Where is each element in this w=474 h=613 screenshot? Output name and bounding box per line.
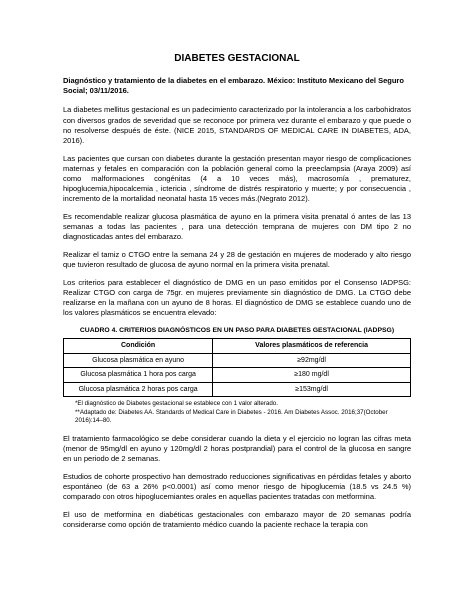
table-cell-value: ≥92mg/dl bbox=[213, 353, 411, 367]
table-cell-condition: Glucosa plasmática 2 horas pos carga bbox=[64, 382, 213, 396]
table-row bbox=[64, 382, 411, 396]
table-caption: CUADRO 4. CRITERIOS DIAGNÓSTICOS EN UN PASO PARA DIABETES GESTACIONAL (IADPSG) bbox=[79, 327, 395, 335]
paragraph: El uso de metformina en diabéticas gestacionales con embarazo mayor de 20 semanas podría considerarse como opción de tratamiento médico cuando la paciente rechace la terapia con bbox=[63, 510, 411, 530]
table-header-cell: Valores plasmáticos de referencia bbox=[213, 339, 411, 353]
criteria-table bbox=[63, 338, 411, 397]
table-note: *El diagnóstico de Diabetes gestacional se establece con 1 valor alterado. bbox=[75, 399, 278, 407]
document-subtitle: Diagnóstico y tratamiento de la diabetes en el embarazo. México: Instituto Mexicano del Seguro Social; 03/11/2016. bbox=[63, 76, 404, 96]
paragraph: Las pacientes que cursan con diabetes durante la gestación presentan mayor riesgo de complicaciones maternas y fetales en comparación con la población general como la preeclampsia (Araya 2009) así como malformaciones congénitas (4 a 10 veces más), macrosomía , prematurez, hipoglucemia,hipocalcemia , ictericia , síndrome de distrés respiratorio y muerte; y por consecuencia , incremento de la mortalidad neonatal hasta 15 veces más.(Negrato 2012). bbox=[63, 153, 411, 203]
table-header-cell: Condición bbox=[64, 339, 213, 353]
table-row bbox=[64, 368, 411, 382]
table-cell-value: ≥180 mg/dl bbox=[213, 368, 411, 382]
table-notes bbox=[75, 400, 411, 425]
table-header-row bbox=[64, 339, 411, 353]
paragraph: Es recomendable realizar glucosa plasmática de ayuno en la primera visita prenatal ó antes de las 13 semanas a todas las pacientes , para una detección temprana de mujeres con DM tipo 2 no diagnosticadas antes del embarazo. bbox=[63, 211, 411, 241]
paragraph: El tratamiento farmacológico se debe considerar cuando la dieta y el ejercicio no logran las cifras meta (menor de 95mg/dl en ayuno y 120mg/dl 2 horas postprandial) para el control de la glucosa en sangre en un periodo de 2 semanas. bbox=[63, 434, 411, 464]
table-note: **Adaptado de: Diabetes AA. Standards of Medical Care in Diabetes - 2016. Am Diabetes Assoc. 2016;37(October 2016):14–80. bbox=[75, 408, 388, 425]
document-title: DIABETES GESTACIONAL bbox=[174, 53, 300, 64]
table-cell-value: ≥153mg/dl bbox=[213, 382, 411, 396]
paragraph: Los criterios para establecer el diagnóstico de DMG en un paso emitidos por el Consenso IADPSG: Realizar CTGO con carga de 75gr. en mujeres previamente sin diagnóstico de DMG. La CTGO debe realizarse en la mañana con un ayuno de 8 horas. El diagnóstico de DMG se establece cuando uno de los valores plasmáticos se encuentra elevado: bbox=[63, 278, 411, 318]
paragraph: La diabetes mellitus gestacional es un padecimiento caracterizado por la intolerancia a los carbohidratos con diversos grados de severidad que se reconoce por primera vez durante el embarazo y que puede o no resolverse después de éste. (NICE 2015, STANDARDS OF MEDICAL CARE IN DIABETES, ADA, 2016). bbox=[63, 105, 411, 145]
table-row bbox=[64, 353, 411, 367]
table-cell-condition: Glucosa plasmática en ayuno bbox=[64, 353, 213, 367]
table-cell-condition: Glucosa plasmática 1 hora pos carga bbox=[64, 368, 213, 382]
paragraph: Realizar el tamiz o CTGO entre la semana 24 y 28 de gestación en mujeres de moderado y alto riesgo que tuvieron resultado de glucosa de ayuno normal en la primera visita prenatal. bbox=[63, 250, 411, 270]
paragraph: Estudios de cohorte prospectivo han demostrado reducciones significativas en pérdidas fetales y aborto espontáneo (de 63 a 26% p<0.0001) así como menor riesgo de hipoglucemia (18.5 vs 24.5 %) comparado con otros hipoglucemiantes orales en aquellas pacientes tratadas con metformina. bbox=[63, 472, 411, 502]
